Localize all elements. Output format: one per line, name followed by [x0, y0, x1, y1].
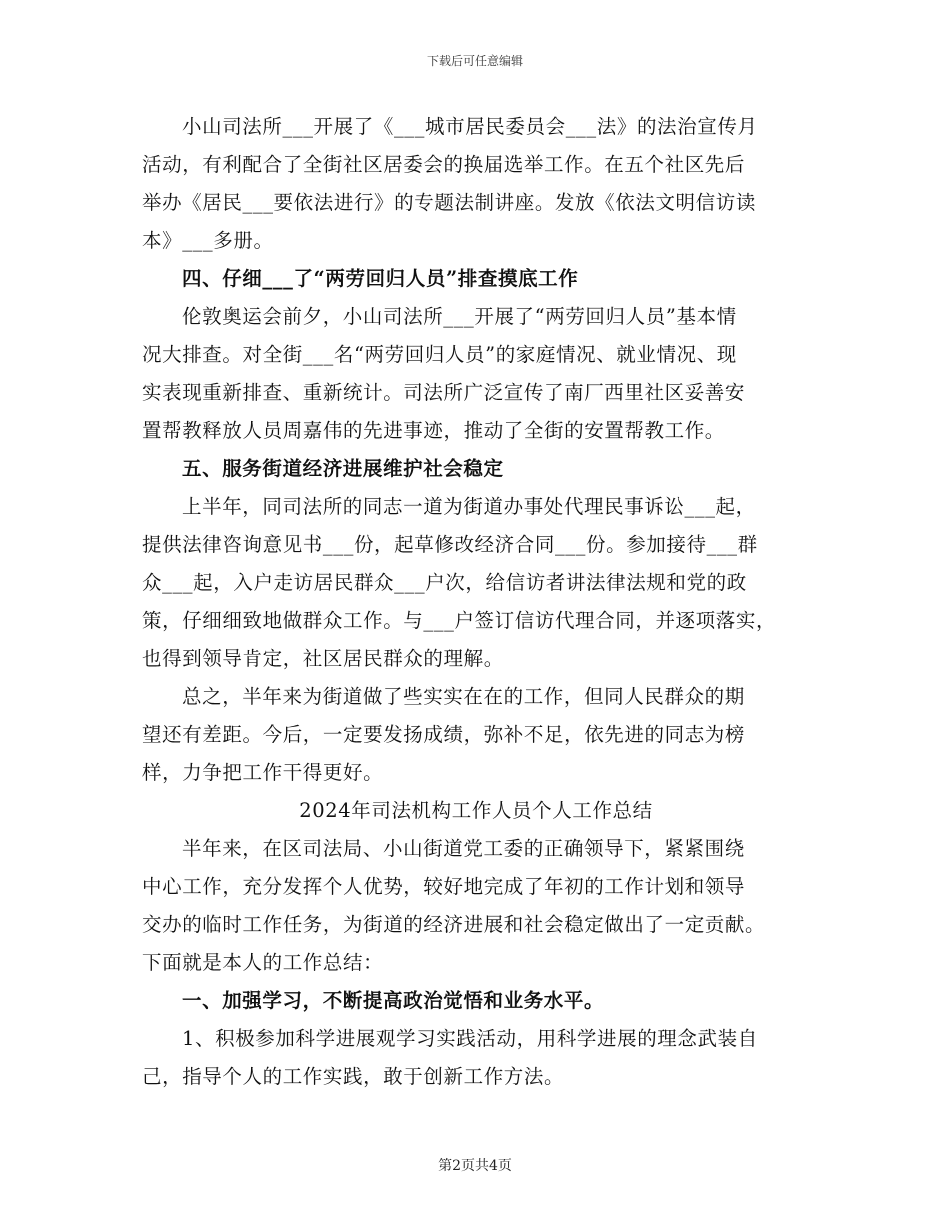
section-heading: 一、加强学习，不断提高政治觉悟和业务水平。 [182, 989, 605, 1012]
section-heading: 四、仔细___了“两劳回归人员”排查摸底工作 [182, 267, 579, 290]
document-body [142, 108, 810, 1096]
text-line: 置帮教释放人员周嘉伟的先进事迹，推动了全街的安置帮教工作。 [142, 419, 725, 442]
text-line: 况大排查。对全街___名“两劳回归人员”的家庭情况、就业情况、现 [142, 343, 737, 366]
text-line: 本》___多册。 [142, 229, 274, 252]
section-title: 2024年司法机构工作人员个人工作总结 [299, 799, 653, 822]
text-line: 小山司法所___开展了《___城市居民委员会___法》的法治宣传月 [182, 115, 758, 138]
text-line: 活动，有利配合了全街社区居委会的换届选举工作。在五个社区先后 [142, 153, 746, 176]
text-line: 提供法律咨询意见书___份，起草修改经济合同___份。参加接待___群 [142, 533, 758, 556]
text-line: 总之，半年来为街道做了些实实在在的工作，但同人民群众的期 [182, 685, 745, 708]
text-line: 实表现重新排查、重新统计。司法所广泛宣传了南厂西里社区妥善安 [142, 381, 746, 404]
text-line: 下面就是本人的工作总结： [142, 951, 384, 974]
text-line: 己，指导个人的工作实践，敢于创新工作方法。 [142, 1065, 565, 1088]
text-line: 样，力争把工作干得更好。 [142, 761, 384, 784]
text-line: 伦敦奥运会前夕，小山司法所___开展了“两劳回归人员”基本情 [182, 305, 737, 328]
text-line: 望还有差距。今后，一定要发扬成绩，弥补不足，依先进的同志为榜 [142, 723, 746, 746]
text-line: 举办《居民___要依法进行》的专题法制讲座。发放《依法文明信访读 [142, 191, 756, 214]
page-header: 下载后可任意编辑 [426, 54, 523, 68]
text-line: 上半年，同司法所的同志一道为街道办事处代理民事诉讼___起， [182, 495, 756, 518]
section-heading: 五、服务街道经济进展维护社会稳定 [182, 457, 504, 480]
text-line: 也得到领导肯定，社区居民群众的理解。 [142, 647, 504, 670]
text-line: 中心工作，充分发挥个人优势，较好地完成了年初的工作计划和领导 [142, 875, 746, 898]
text-line: 众___起，入户走访居民群众___户次，给信访者讲法律法规和党的政 [142, 571, 747, 594]
text-line: 策，仔细细致地做群众工作。与___户签订信访代理合同，并逐项落实， [142, 609, 777, 632]
text-line: 半年来，在区司法局、小山街道党工委的正确领导下，紧紧围绕 [182, 837, 745, 860]
text-line: 交办的临时工作任务，为街道的经济进展和社会稳定做出了一定贡献。 [142, 913, 766, 936]
text-line: 1、积极参加科学进展观学习实践活动，用科学进展的理念武装自 [182, 1027, 758, 1050]
page-footer: 第2页共4页 [438, 1158, 512, 1174]
